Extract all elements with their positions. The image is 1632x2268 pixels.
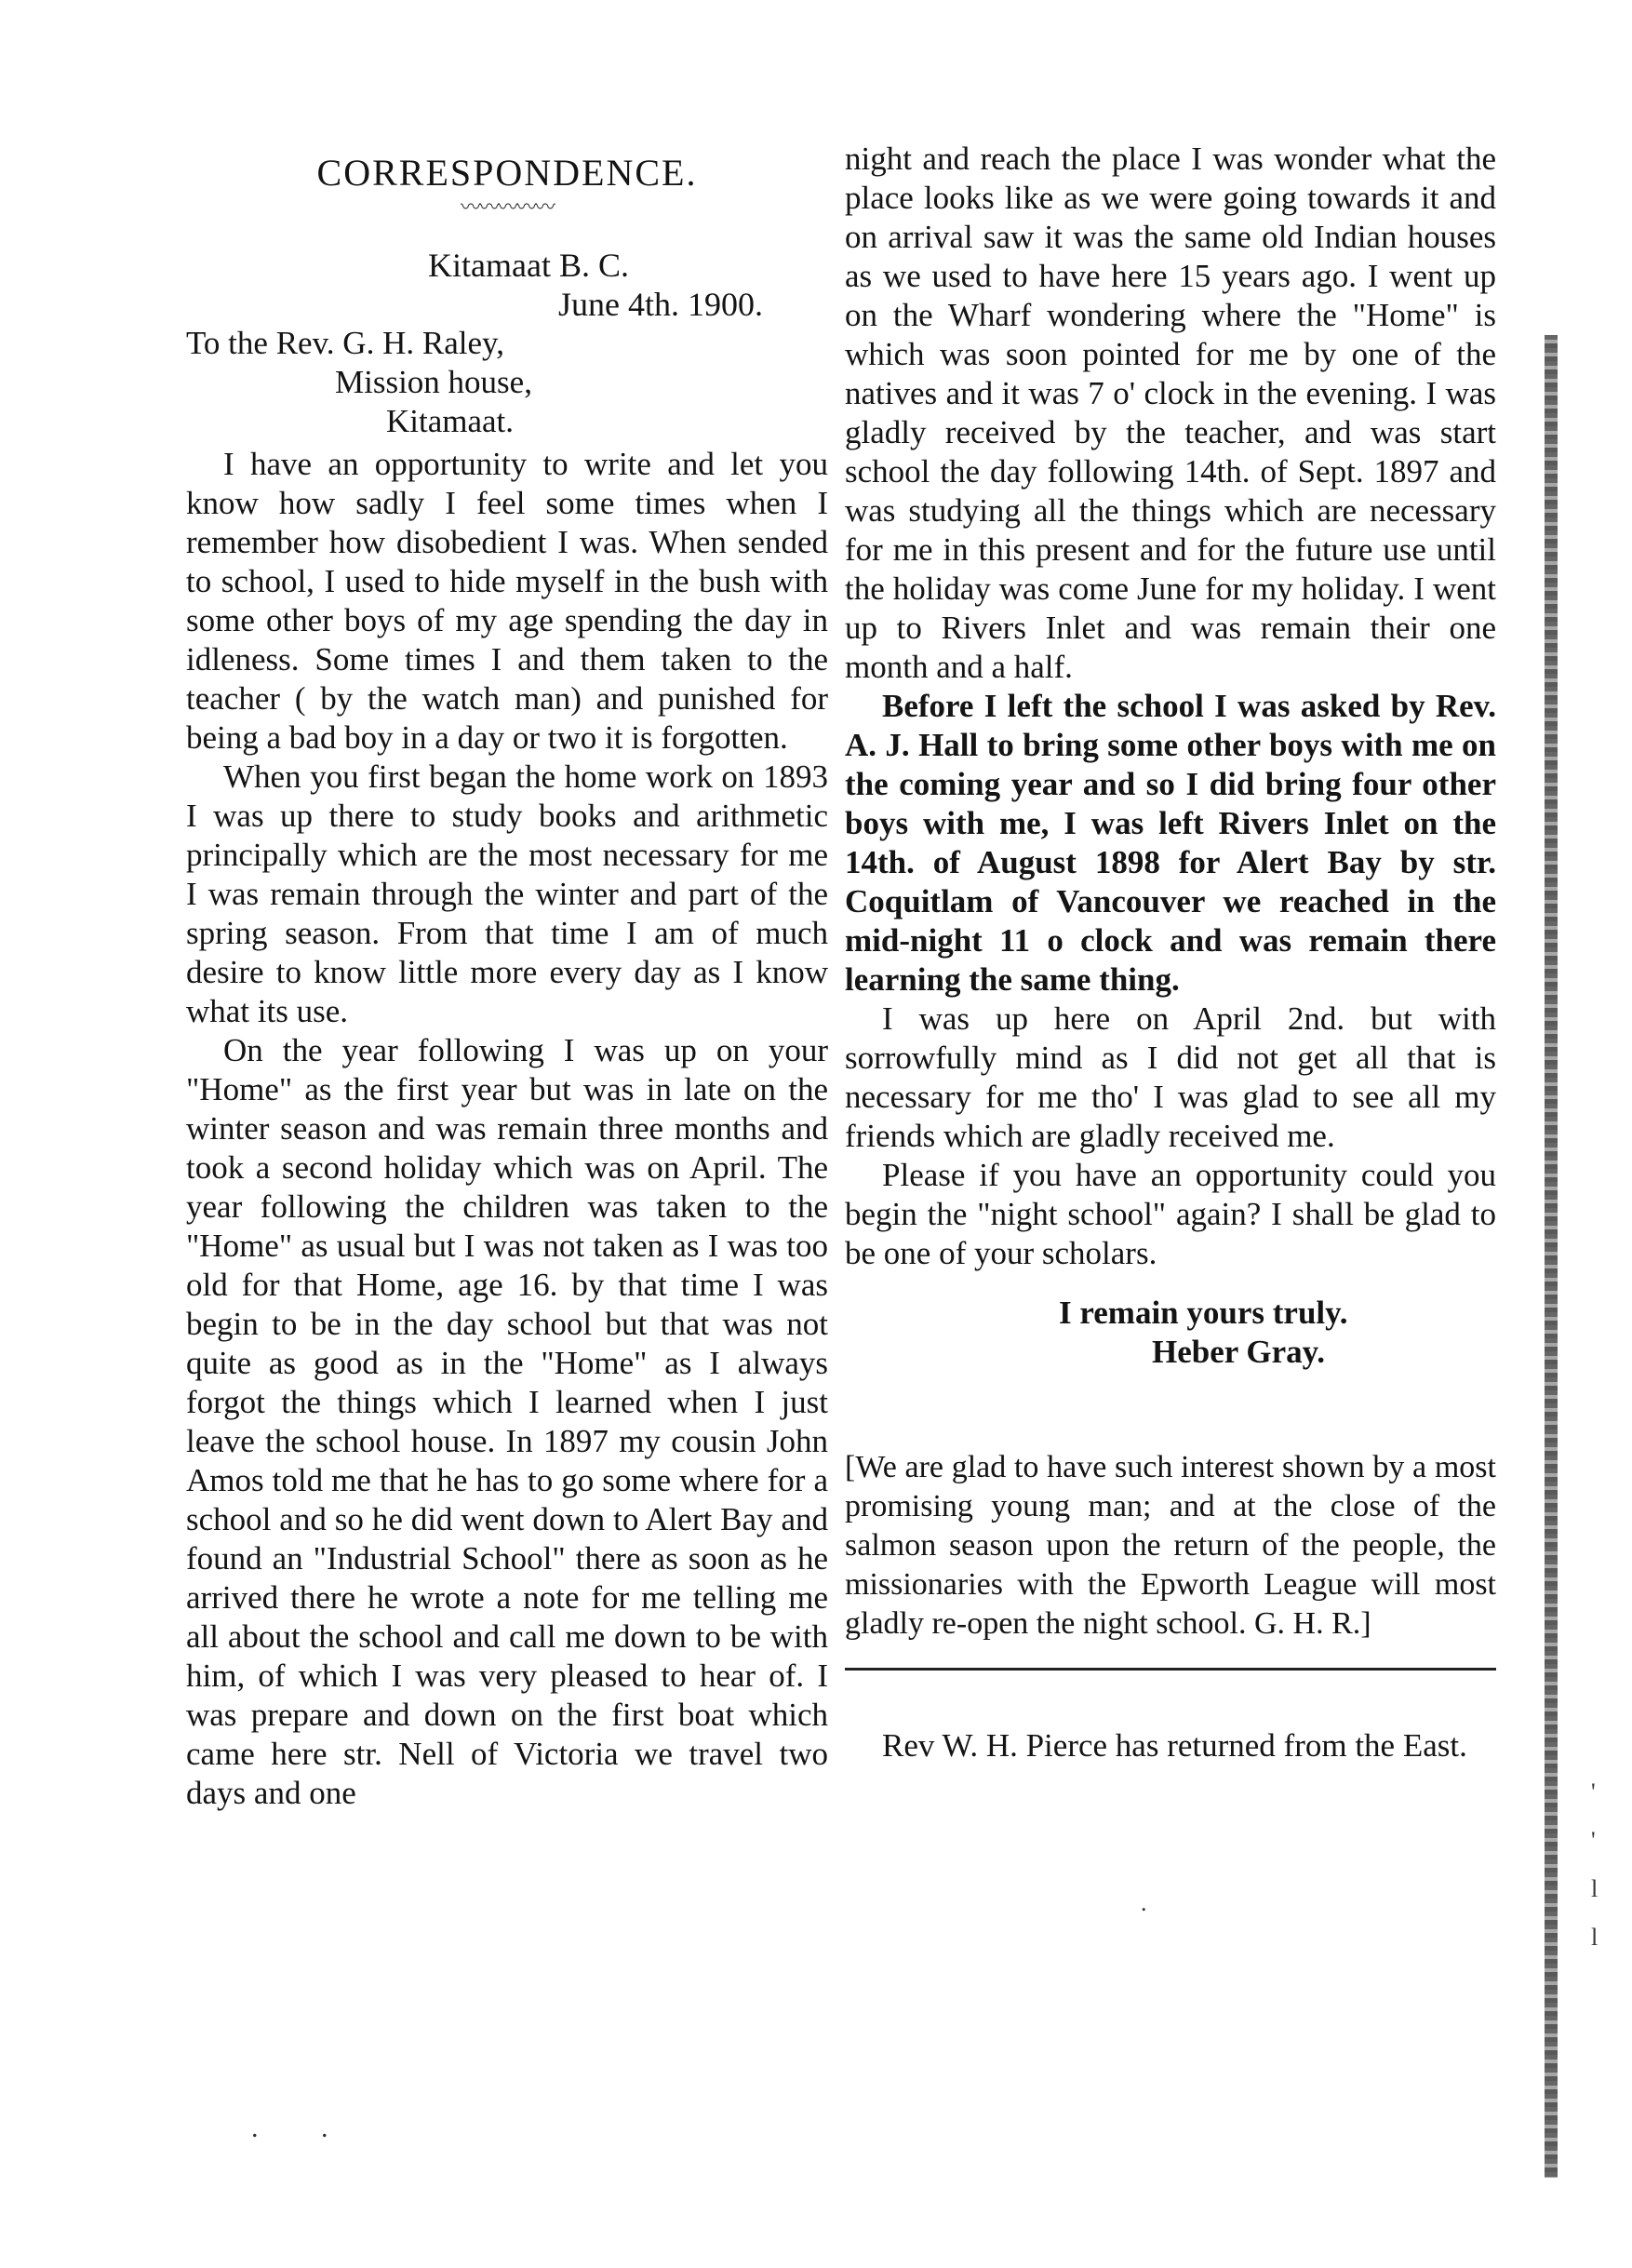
print-speck: . — [1141, 1889, 1147, 1916]
letter-paragraph-2: When you first began the home work on 1893 I was up there to study books and arithmetic principally which are the most necessary for me I was remain through the winter and part of the spring season. From that time I am of much desire to know little more every day as I know what its use. — [186, 758, 828, 1029]
wavy-rule: 〰〰〰〰〰 — [460, 195, 554, 219]
margin-mark: ' — [1591, 1778, 1596, 1805]
address-line-2: Mission house, — [335, 364, 532, 400]
letter-paragraph-1: I have an opportunity to write and let you know how sadly I feel some times when I remember how disobedient I was. When sended to school, I used to hide myself in the bush with some other boys of my age spending the day in idleness. Some times I and them taken to the teacher ( by the watch man) and punished for being a bad boy in a day or two it is forgotten. — [186, 446, 828, 756]
letter-paragraph-6: Please if you have an opportunity could you begin the "night school" again? I shall be glad to be one of your scholars. — [845, 1157, 1496, 1271]
letter-closing: I remain yours truly. — [1059, 1295, 1348, 1331]
page-edge-shadow — [1545, 335, 1558, 2178]
margin-mark: ' — [1591, 1827, 1596, 1854]
dateline-date: June 4th. 1900. — [558, 286, 763, 323]
address-recipient: To the Rev. G. H. Raley, — [186, 325, 504, 361]
margin-mark: l — [1591, 1875, 1599, 1902]
section-heading: CORRESPONDENCE. — [316, 152, 698, 194]
print-specks: . . — [251, 2113, 356, 2143]
margin-mark: l — [1591, 1924, 1599, 1951]
margin-marks — [1591, 1768, 1619, 1962]
news-note: Rev W. H. Pierce has returned from the East. — [882, 1727, 1467, 1764]
letter-paragraph-4: Before I left the school I was asked by Rev. A. J. Hall to bring some other boys with me on the coming year and so I did bring four other boys with me, I was left Rivers Inlet on the 14th. of August 1898 for Alert Bay by str. Coquitlam of Vancouver we reached in the mid-night 11 o clock and was remain there learning the same thing. — [845, 688, 1496, 998]
right-column — [845, 140, 1496, 1765]
dateline-place: Kitamaat B. C. — [428, 247, 629, 284]
letter-paragraph-3-continued: night and reach the place I was wonder what the place looks like as we were going towards it and on arrival saw it was the same old Indian houses as we used to have here 15 years ago. I went up on the Wharf wondering where the "Home" is which was soon pointed for me by one of the natives and it was 7 o' clock in the evening. I was gladly received by the teacher, and was start school the day following 14th. of Sept. 1897 and was studying all the things which are necessary for me in this present and for the future use until the holiday was come June for my holiday. I went up to Rivers Inlet and was remain their one month and a half. — [845, 141, 1496, 685]
editor-note: [We are glad to have such interest shown by a most promising young man; and at the close of the salmon season upon the return of the people, the missionaries with the Epworth League will most gladly re-open the night school. G. H. R.] — [845, 1450, 1496, 1641]
letter-signature: Heber Gray. — [1152, 1334, 1325, 1370]
address-line-3: Kitamaat. — [386, 403, 515, 439]
letter-paragraph-5: I was up here on April 2nd. but with sorrowfully mind as I did not get all that is necessary for me tho' I was glad to see all my friends which are gladly received me. — [845, 1000, 1496, 1154]
left-column — [186, 140, 828, 1813]
letter-paragraph-3: On the year following I was up on your "Home" as the first year but was in late on the winter season and was remain three months and took a second holiday which was on April. The year following the children was taken to the "Home" as usual but I was not taken as I was too old for that Home, age 16. by that time I was begin to be in the day school but that was not quite as good as in the "Home" as I always forgot the things which I learned when I just leave the school house. In 1897 my cousin John Amos told me that he has to go some where for a school and so he did went down to Alert Bay and found an "Industrial School" there as soon as he arrived there he wrote a note for me telling me all about the school and call me down to be with him, of which I was very pleased to hear of. I was prepare and down on the first boat which came here str. Nell of Victoria we travel two days and one — [186, 1032, 828, 1811]
column-rule — [845, 1668, 1496, 1671]
